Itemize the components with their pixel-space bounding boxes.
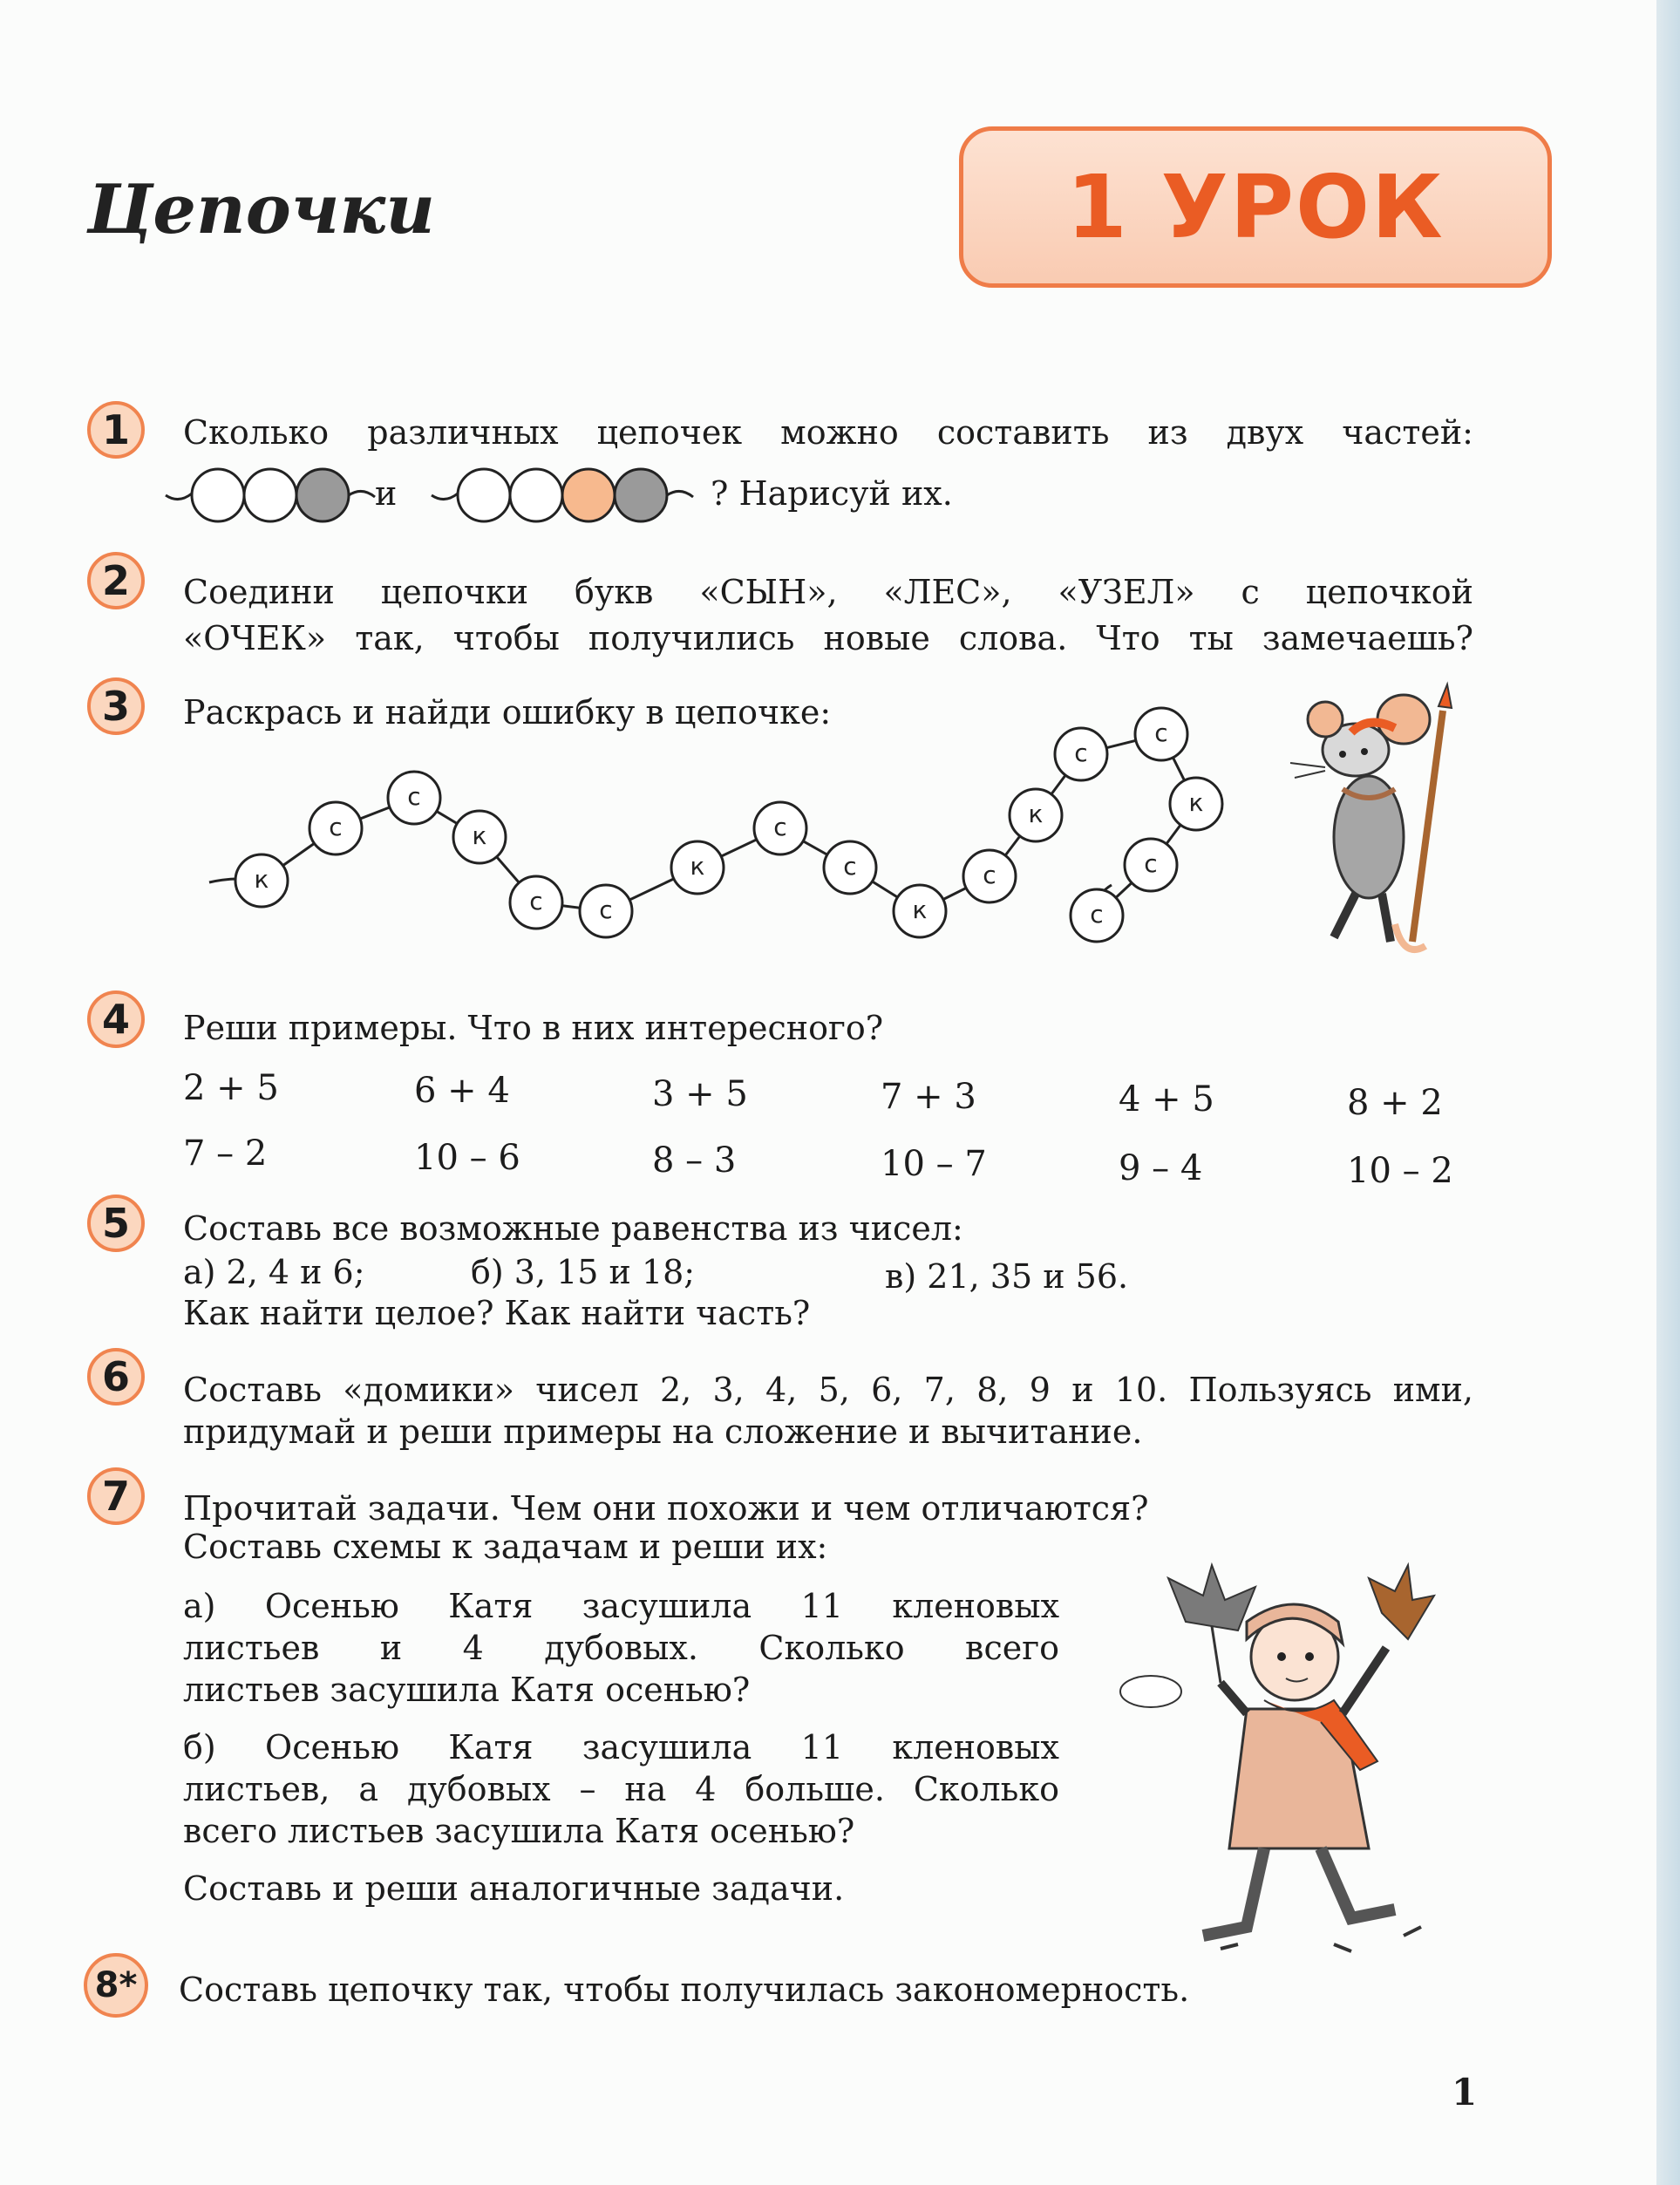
task-number-2: 2 <box>87 552 145 609</box>
chain-bead-letter: с <box>1090 900 1104 929</box>
task-number-7: 7 <box>87 1467 145 1525</box>
bead-gray <box>296 469 349 521</box>
task-7a-line-2: листьев и 4 дубовых. Сколько всего <box>183 1629 1059 1667</box>
example-2-6: 10 – 2 <box>1347 1151 1453 1191</box>
task-6-line-1: Составь «домики» чисел 2, 3, 4, 5, 6, 7, 8, 9 и 10. Пользуясь ими, <box>183 1371 1473 1409</box>
mouse-illustration <box>1273 680 1491 968</box>
task-2-line-1: Соедини цепочки букв «СЫН», «ЛЕС», «УЗЕЛ» с цепочкой <box>183 573 1473 611</box>
chain-bead-letter: к <box>254 865 269 894</box>
bead-white <box>510 469 562 521</box>
task-number-3: 3 <box>87 677 145 735</box>
page-edge <box>1656 0 1680 2185</box>
task-1-line-2: ? Нарисуй их. <box>711 474 953 513</box>
example-2-5: 9 – 4 <box>1119 1148 1203 1188</box>
chain-bead-letter: с <box>1074 739 1088 767</box>
task-5-part-b: б) 3, 15 и 18; <box>471 1253 696 1291</box>
chain-bead-letter: с <box>407 782 421 811</box>
bead-gray <box>615 469 667 521</box>
task-7a-line-1: а) Осенью Катя засушила 11 кленовых <box>183 1587 1059 1625</box>
example-1-4: 7 + 3 <box>881 1077 976 1117</box>
bead-white <box>192 469 244 521</box>
task-4-line-1: Реши примеры. Что в них интересного? <box>183 1009 884 1047</box>
task-7b-line-1: б) Осенью Катя засушила 11 кленовых <box>183 1728 1059 1766</box>
task-7-line-2: Составь схемы к задачам и реши их: <box>183 1528 828 1566</box>
bead-white <box>244 469 296 521</box>
example-2-2: 10 – 6 <box>414 1138 520 1178</box>
chain-bead-letter: к <box>472 821 487 850</box>
example-1-6: 8 + 2 <box>1347 1083 1443 1123</box>
page-number: 1 <box>1452 2071 1478 2114</box>
task-1-connector: и <box>375 474 398 513</box>
task-number-1: 1 <box>87 401 145 459</box>
task-5-part-c: в) 21, 35 и 56. <box>885 1257 1129 1296</box>
chain-bead-letter: к <box>1188 788 1204 817</box>
bead-orange <box>562 469 615 521</box>
task-7b-line-2: листьев, а дубовых – на 4 больше. Сколько <box>183 1770 1059 1808</box>
example-1-5: 4 + 5 <box>1119 1079 1214 1120</box>
example-1-3: 3 + 5 <box>652 1074 748 1114</box>
chain-bead-letter: с <box>329 813 343 841</box>
chain-bead-letter: с <box>1154 718 1168 747</box>
task-7b-line-3: всего листьев засушила Катя осенью? <box>183 1812 855 1850</box>
chain-bead-letter: к <box>690 852 705 881</box>
chain-bead-letter: к <box>912 895 928 924</box>
chain-bead-letter: с <box>843 852 857 881</box>
chain-bead-letter: с <box>529 887 543 916</box>
bead-white <box>458 469 510 521</box>
task-7a-line-3: листьев засушила Катя осенью? <box>183 1671 751 1709</box>
task-5-line-1: Составь все возможные равенства из чисел: <box>183 1209 963 1248</box>
task-number-8: 8* <box>84 1953 148 2018</box>
example-2-3: 8 – 3 <box>652 1140 737 1181</box>
task-number-4: 4 <box>87 990 145 1048</box>
task-7-closing: Составь и реши аналогичные задачи. <box>183 1869 845 1908</box>
task-3-line-1: Раскрась и найди ошибку в цепочке: <box>183 693 832 732</box>
page-title: Цепочки <box>87 170 435 249</box>
task-2-line-2: «ОЧЕК» так, чтобы получились новые слова. Что ты замечаешь? <box>183 619 1473 657</box>
girl-with-leaves-illustration <box>1116 1561 1447 1962</box>
task-number-5: 5 <box>87 1195 145 1252</box>
task-5-part-a: а) 2, 4 и 6; <box>183 1253 365 1291</box>
task-number-6: 6 <box>87 1348 145 1406</box>
chain-bead-letter: с <box>599 895 613 924</box>
letter-chain <box>201 698 1247 968</box>
task-8-line-1: Составь цепочку так, чтобы получилась закономерность. <box>179 1971 1190 2009</box>
chain-bead-letter: с <box>773 813 787 841</box>
example-1-1: 2 + 5 <box>183 1068 279 1108</box>
task-6-line-2: придумай и реши примеры на сложение и вычитание. <box>183 1412 1143 1451</box>
example-2-4: 10 – 7 <box>881 1144 987 1184</box>
chain-bead-letter: с <box>983 861 996 889</box>
chain-illustration-2 <box>427 460 706 530</box>
chain-bead-letter: с <box>1144 849 1158 878</box>
task-1-line-1: Сколько различных цепочек можно составить из двух частей: <box>183 413 1473 452</box>
lesson-badge: 1 УРОК <box>959 126 1552 288</box>
example-2-1: 7 – 2 <box>183 1133 268 1174</box>
task-5-line-3: Как найти целое? Как найти часть? <box>183 1294 811 1332</box>
example-1-2: 6 + 4 <box>414 1071 510 1111</box>
task-7-line-1: Прочитай задачи. Чем они похожи и чем отличаются? <box>183 1489 1149 1528</box>
chain-bead-letter: к <box>1028 800 1044 828</box>
